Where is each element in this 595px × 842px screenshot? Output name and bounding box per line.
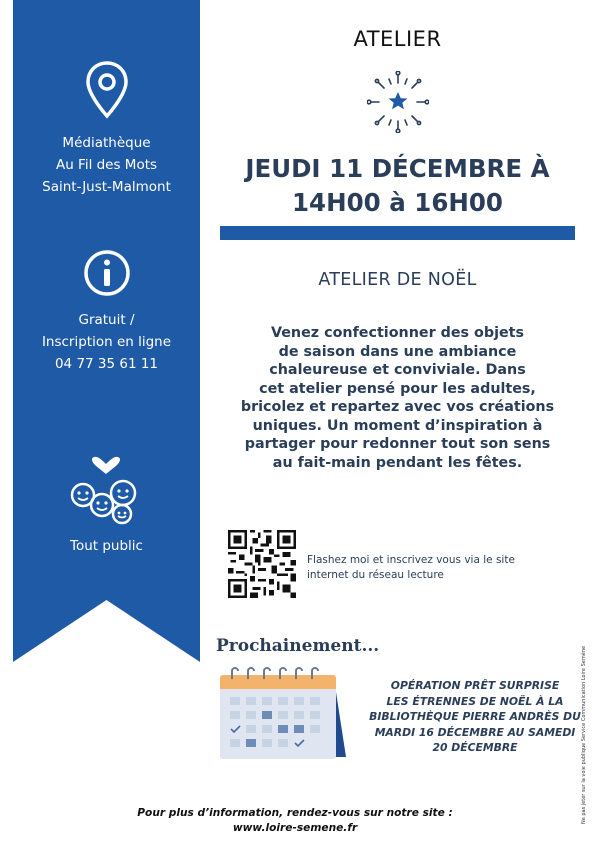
info-text bbox=[13, 309, 200, 375]
qr-instructions bbox=[307, 553, 515, 583]
location-text bbox=[13, 132, 200, 198]
location-line: Au Fil des Mots bbox=[55, 157, 158, 173]
qr-instructions-line: Flashez moi et inscrivez vous via le site bbox=[307, 554, 515, 566]
description-line: uniques. Un moment d’inspiration à bbox=[252, 417, 543, 434]
website-link[interactable]: www.loire-semene.fr bbox=[232, 822, 358, 834]
firework-star-icon bbox=[367, 71, 429, 138]
description-line: de saison dans une ambiance bbox=[278, 343, 517, 360]
qr-instructions-line: internet du réseau lecture bbox=[307, 569, 444, 581]
pricing-line: Gratuit / bbox=[78, 312, 135, 328]
event-label: ATELIER bbox=[353, 27, 442, 51]
audience-text: Tout public bbox=[70, 538, 143, 554]
registration-line: Inscription en ligne bbox=[41, 334, 172, 350]
location-line: Saint-Just-Malmont bbox=[42, 179, 171, 195]
upcoming-line: OPÉRATION PRÊT SURPRISE bbox=[390, 679, 560, 692]
description-line: au fait-main pendant les fêtes. bbox=[272, 454, 523, 471]
description-line: partager pour redonner tout son sens bbox=[244, 436, 551, 452]
phone-number: 04 77 35 61 11 bbox=[54, 356, 159, 372]
side-credit bbox=[578, 640, 590, 830]
upcoming-event-details bbox=[358, 678, 592, 756]
sidebar-ribbon bbox=[13, 0, 200, 662]
divider-bar bbox=[220, 226, 575, 240]
description-line: cet atelier pensé pour les adultes, bbox=[259, 380, 536, 397]
description-line: Venez confectionner des objets bbox=[270, 325, 525, 341]
event-time-line: 14H00 à 16H00 bbox=[292, 188, 503, 217]
info-icon bbox=[83, 249, 131, 302]
upcoming-line: LES ÉTRENNES DE NOËL À LA bbox=[386, 694, 564, 708]
description-line: bricolez et repartez avec vos créations bbox=[240, 399, 555, 415]
qr-code[interactable] bbox=[228, 530, 296, 598]
location-pin-icon bbox=[84, 60, 130, 125]
description-line: chaleureuse et conviviale. Dans bbox=[269, 362, 526, 378]
community-heart-icon bbox=[69, 455, 145, 532]
footer bbox=[95, 806, 495, 836]
event-title: ATELIER DE NOËL bbox=[318, 270, 477, 290]
side-credit-text: Ne pas jeter sur la voie publique Service Communication Loire Semène bbox=[581, 645, 587, 825]
footer-line: Pour plus d’information, rendez-vous sur notre site : bbox=[137, 807, 453, 819]
event-date bbox=[220, 152, 575, 220]
upcoming-heading: Prochainement... bbox=[216, 636, 380, 656]
upcoming-line: 20 DÉCEMBRE bbox=[432, 741, 518, 754]
upcoming-line: MARDI 16 DÉCEMBRE AU SAMEDI bbox=[374, 725, 576, 739]
location-line: Médiathèque bbox=[62, 135, 151, 151]
event-date-line: JEUDI 11 DÉCEMBRE À bbox=[245, 154, 550, 183]
event-description bbox=[220, 324, 575, 472]
calendar-icon bbox=[212, 665, 352, 768]
upcoming-line: BIBLIOTHÈQUE PIERRE ANDRÈS DU bbox=[369, 710, 581, 723]
